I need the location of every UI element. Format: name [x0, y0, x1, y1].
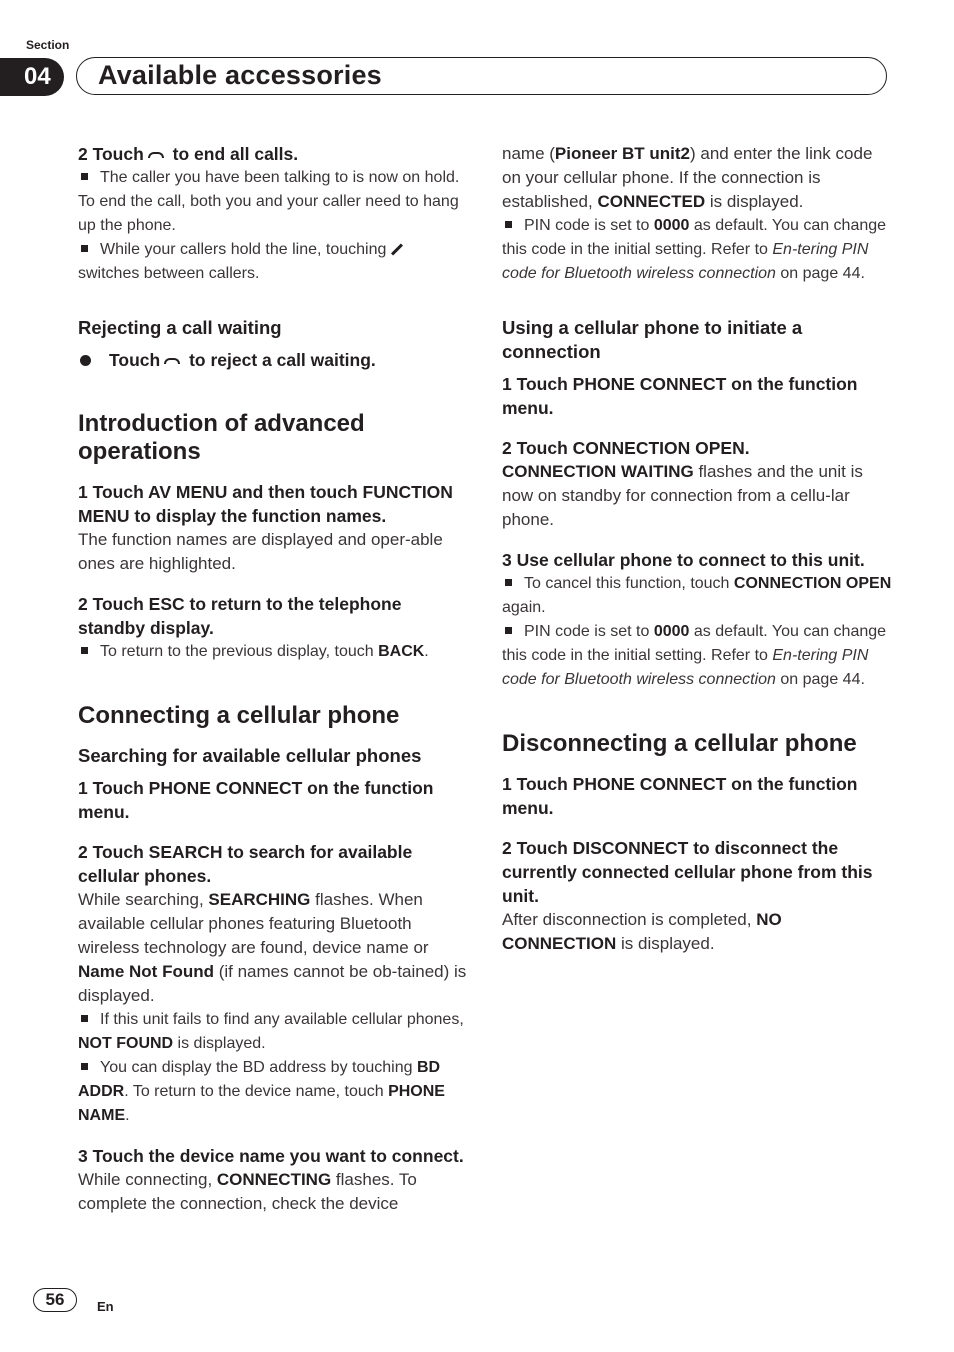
square-bullet-icon — [81, 245, 88, 252]
hang-up-icon — [164, 358, 180, 364]
right-column — [502, 142, 892, 956]
note-bd-address: You can display the BD address by touching BD ADDR. To return to the device name, touch PHONE NAME. — [78, 1059, 445, 1124]
round-bullet-icon — [80, 355, 91, 366]
para-connection-waiting: CONNECTION WAITING flashes and the unit is now on standby for connection from a cellu-lar phone. — [502, 462, 863, 529]
para-connecting: While connecting, CONNECTING flashes. To complete the connection, check the device — [78, 1170, 417, 1213]
square-bullet-icon — [81, 1015, 88, 1022]
step-use-phone: 3 Use cellular phone to connect to this unit. — [502, 550, 865, 570]
language-code: En — [97, 1299, 114, 1314]
hang-up-icon — [148, 152, 164, 158]
square-bullet-icon — [81, 173, 88, 180]
note-not-found: If this unit fails to find any available cellular phones, NOT FOUND is displayed. — [78, 1011, 464, 1052]
square-bullet-icon — [81, 1063, 88, 1070]
square-bullet-icon — [505, 221, 512, 228]
square-bullet-icon — [81, 647, 88, 654]
para-searching: While searching, SEARCHING flashes. When available cellular phones featuring Bluetooth wireless technology are found, device name or Name Not Found (if names cannot be ob-tained) is displayed. — [78, 890, 467, 1005]
para-function-names: The function names are displayed and oper-able ones are highlighted. — [78, 530, 443, 573]
heading-disconnecting: Disconnecting a cellular phone — [502, 730, 857, 757]
subheading-searching: Searching for available cellular phones — [78, 745, 422, 766]
note-switch-callers: While your callers hold the line, touching switches between callers. — [78, 238, 468, 286]
note-back: To return to the previous display, touch BACK. — [78, 640, 468, 664]
step-phone-connect-2: 1 Touch PHONE CONNECT on the function menu. — [502, 374, 858, 418]
step-esc: 2 Touch ESC to return to the telephone standby display. — [78, 594, 402, 638]
step-connection-open: 2 Touch CONNECTION OPEN. — [502, 438, 750, 458]
step-phone-connect: 1 Touch PHONE CONNECT on the function menu. — [78, 778, 434, 822]
step-av-menu: 1 Touch AV MENU and then touch FUNCTION MENU to display the function names. — [78, 482, 453, 526]
step-device-name: 3 Touch the device name you want to connect. — [78, 1146, 464, 1166]
page-title: Available accessories — [98, 60, 382, 90]
step-end-calls: 2 Touch to end all calls. — [78, 144, 299, 164]
page-number: 56 — [33, 1288, 77, 1312]
square-bullet-icon — [505, 627, 512, 634]
subheading-initiate-connection: Using a cellular phone to initiate a connection — [502, 317, 803, 362]
bullet-reject-call: Touch to reject a call waiting. — [78, 348, 468, 372]
section-number-badge: 04 — [0, 58, 64, 96]
left-column — [78, 142, 468, 1216]
note-caller-hold: The caller you have been talking to is now on hold. To end the call, both you and your caller need to hang up the phone. — [78, 169, 460, 234]
note-pin-code: PIN code is set to 0000 as default. You can change this code in the initial setting. Refer to En-tering PIN code for Bluetooth wireless connection on page 44. — [502, 217, 887, 282]
step-disconnect: 2 Touch DISCONNECT to disconnect the currently connected cellular phone from this unit. — [502, 838, 873, 906]
step-phone-connect-3: 1 Touch PHONE CONNECT on the function menu. — [502, 774, 858, 818]
section-label: Section — [26, 38, 70, 52]
heading-advanced-operations: Introduction of advanced operations — [78, 410, 365, 465]
para-no-connection: After disconnection is completed, NO CONNECTION is displayed. — [502, 910, 782, 953]
switch-call-icon — [391, 244, 403, 256]
heading-connecting-phone: Connecting a cellular phone — [78, 702, 400, 729]
square-bullet-icon — [505, 579, 512, 586]
step-search: 2 Touch SEARCH to search for available cellular phones. — [78, 842, 413, 886]
para-link-code: name (Pioneer BT unit2) and enter the link code on your cellular phone. If the connection is established, CONNECTED is displayed. — [502, 144, 873, 211]
subheading-rejecting-call: Rejecting a call waiting — [78, 317, 282, 338]
note-cancel-function: To cancel this function, touch CONNECTION OPEN again. — [502, 575, 892, 616]
note-pin-code-2: PIN code is set to 0000 as default. You can change this code in the initial setting. Refer to En-tering PIN code for Bluetooth wireless connection on page 44. — [502, 623, 887, 688]
